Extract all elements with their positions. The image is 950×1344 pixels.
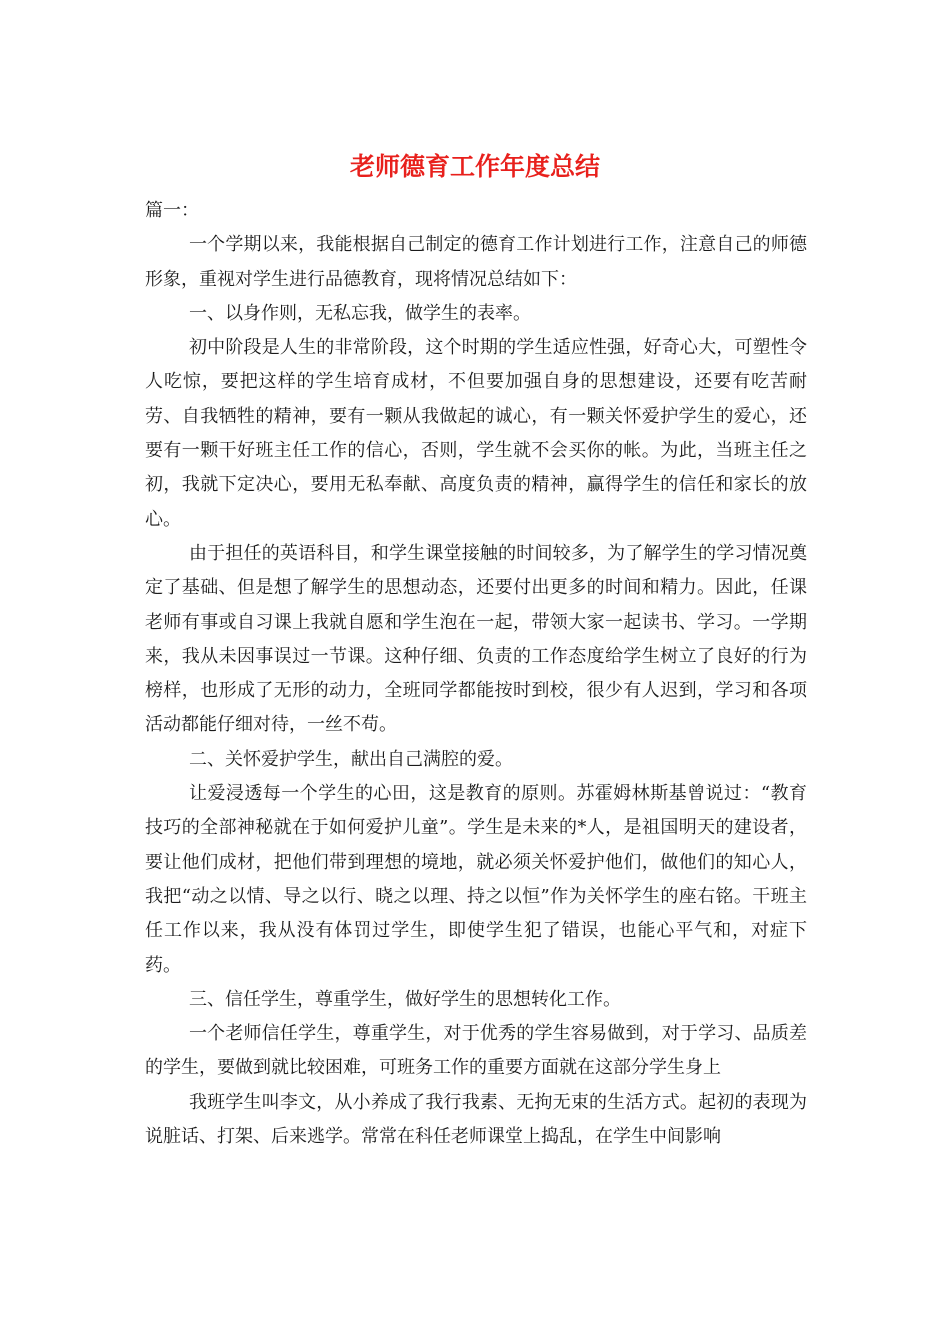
section-label: 篇一： bbox=[145, 200, 199, 221]
heading-3: 三、信任学生，尊重学生，做好学生的思想转化工作。 bbox=[189, 988, 621, 1010]
paragraph: 一个老师信任学生，尊重学生，对于优秀的学生容易做到，对于学习、品质差的学生，要做到就比较困难，可班务工作的重要方面就在这部分学生身上 bbox=[145, 1023, 807, 1079]
paragraph: 我班学生叫李文，从小养成了我行我素、无拘无束的生活方式。起初的表现为说脏话、打架、后来逃学。常常在科任老师课堂上捣乱，在学生中间影响 bbox=[145, 1091, 807, 1148]
paragraph-intro: 一个学期以来，我能根据自己制定的德育工作计划进行工作，注意自己的师德形象，重视对学生进行品德教育，现将情况总结如下： bbox=[145, 234, 807, 290]
paragraph: 由于担任的英语科目，和学生课堂接触的时间较多，为了解学生的学习情况奠定了基础、但是想了解学生的思想动态，还要付出更多的时间和精力。因此，任课老师有事或自习课上我就自愿和学生泡在一起，带领大家一起读书、学习。一学期来，我从未因事误过一节课。这种仔细、负责的工作态度给学生树立了良好的行为榜样，也形成了无形的动力，全班同学都能按时到校，很少有人迟到，学习和各项活动都能仔细对待，一丝不苟。 bbox=[145, 542, 807, 736]
heading-1: 一、以身作则，无私忘我，做学生的表率。 bbox=[189, 302, 531, 324]
paragraph: 初中阶段是人生的非常阶段，这个时期的学生适应性强，好奇心大，可塑性令人吃惊，要把这样的学生培育成材，不但要加强自身的思想建设，还要有吃苦耐劳、自我牺牲的精神，要有一颗从我做起的诚心，有一颗关怀爱护学生的爱心，还要有一颗干好班主任工作的信心，否则，学生就不会买你的帐。为此，当班主任之初，我就下定决心，要用无私奉献、高度负责的精神，赢得学生的信任和家长的放心。 bbox=[145, 337, 807, 530]
document-body bbox=[145, 194, 807, 1154]
paragraph: 让爱浸透每一个学生的心田，这是教育的原则。苏霍姆林斯基曾说过：“教育技巧的全部神秘就在于如何爱护儿童”。学生是未来的*人，是祖国明天的建设者，要让他们成材，把他们带到理想的境地，就必须关怀爱护他们，做他们的知心人，我把“动之以情、导之以行、晓之以理、持之以恒”作为关怀学生的座右铭。干班主任工作以来，我从没有体罚过学生，即使学生犯了错误，也能心平气和，对症下药。 bbox=[145, 783, 807, 976]
document-title: 老师德育工作年度总结 bbox=[349, 152, 600, 181]
heading-2: 二、关怀爱护学生，献出自己满腔的爱。 bbox=[189, 748, 513, 770]
